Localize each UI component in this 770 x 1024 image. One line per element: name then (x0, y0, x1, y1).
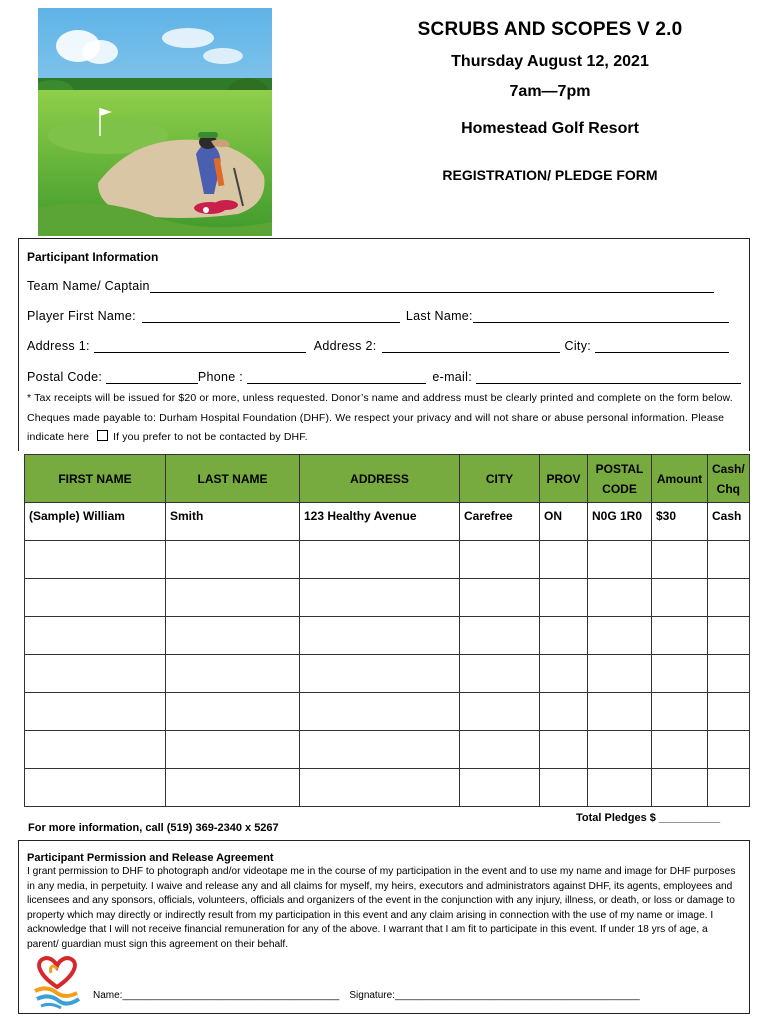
release-title: Participant Permission and Release Agreement (27, 852, 274, 864)
cell[interactable] (460, 693, 540, 731)
cell[interactable] (652, 541, 708, 579)
cell[interactable] (300, 541, 460, 579)
sample-postal-code: N0G 1R0 (588, 503, 652, 541)
cell[interactable] (652, 617, 708, 655)
city-label: City: (564, 339, 592, 353)
cell[interactable] (540, 693, 588, 731)
col-cash-line1: Cash/ (712, 461, 745, 476)
cell[interactable] (652, 731, 708, 769)
cell[interactable] (540, 769, 588, 807)
cell[interactable] (25, 693, 166, 731)
col-address: ADDRESS (300, 455, 460, 503)
player-name-row (27, 309, 741, 323)
table-header-row (25, 455, 750, 503)
cell[interactable] (25, 731, 166, 769)
signature-row (93, 990, 640, 1001)
tax-receipt-notice (27, 389, 741, 448)
foundation-logo (29, 953, 85, 1011)
table-row (25, 617, 750, 655)
total-pledges: Total Pledges $ __________ (576, 812, 721, 824)
cell[interactable] (300, 655, 460, 693)
col-prov: PROV (540, 455, 588, 503)
team-name-label: Team Name/ Captain (27, 279, 150, 293)
address1-field[interactable] (94, 340, 306, 353)
cell[interactable] (166, 541, 300, 579)
cell[interactable] (540, 731, 588, 769)
sample-city: Carefree (460, 503, 540, 541)
table-row (25, 769, 750, 807)
city-field[interactable] (595, 340, 729, 353)
cell[interactable] (708, 655, 750, 693)
address2-label: Address 2: (313, 339, 377, 353)
event-date: Thursday August 12, 2021 (451, 53, 649, 70)
team-name-row (27, 279, 741, 293)
cell[interactable] (300, 731, 460, 769)
last-name-field[interactable] (473, 310, 729, 323)
first-name-field[interactable] (142, 310, 400, 323)
cell[interactable] (166, 579, 300, 617)
col-cash-chq (708, 455, 750, 503)
cell[interactable] (652, 769, 708, 807)
first-name-label: Player First Name: (27, 309, 136, 323)
notice-text: * Tax receipts will be issued for $20 or more, unless requested. Donor’s name and address must be clearly printed and complete on the form below. Cheques made payable to: Durham Hospital Foundation (DHF). We respect your privacy and will not share or abuse personal information. Please indicate here (27, 392, 733, 443)
col-cash-line2: Chq (716, 481, 740, 496)
cell[interactable] (540, 579, 588, 617)
address1-label: Address 1: (27, 339, 90, 353)
cell[interactable] (708, 769, 750, 807)
cell[interactable] (300, 693, 460, 731)
sample-address: 123 Healthy Avenue (300, 503, 460, 541)
email-field[interactable] (476, 371, 741, 384)
cell[interactable] (540, 655, 588, 693)
release-body: I grant permission to DHF to photograph and/or videotape me in the course of my participation in the event and to use my name and image for DHF purposes in any media, in perpetuity. I waive and release any and all claims for myself, my heirs, executors and administrators against DHF, its agents, employees and licensees and any sponsors, officials, volunteers, officials and organizers of the event in the conjunction with any injury, illness, or death, or loss or damage to property which may directly or indirectly result from my participation in this event and any claim arising in connection with the use of my name or image. I acknowledge that I will not receive financial remuneration for any of the above. I warrant that I am fit to participate in this event. If under 18 yrs of age, a parent/ guardian must sign this agreement on their behalf. (27, 866, 736, 950)
col-amount: Amount (652, 455, 708, 503)
event-venue: Homestead Golf Resort (461, 120, 639, 137)
more-info: For more information, call (519) 369-2340 x 5267 (28, 822, 279, 834)
address-row (27, 339, 741, 353)
col-city: CITY (460, 455, 540, 503)
cell[interactable] (540, 617, 588, 655)
phone-field[interactable] (247, 371, 426, 384)
cell[interactable] (25, 769, 166, 807)
cell[interactable] (588, 541, 652, 579)
postal-code-label: Postal Code: (27, 370, 103, 384)
team-name-field[interactable] (150, 280, 714, 293)
table-row (25, 579, 750, 617)
sample-row (25, 503, 750, 541)
cell[interactable] (166, 769, 300, 807)
cell[interactable] (460, 541, 540, 579)
cell[interactable] (652, 579, 708, 617)
table-row (25, 655, 750, 693)
cell[interactable] (166, 731, 300, 769)
cell[interactable] (708, 731, 750, 769)
address2-field[interactable] (382, 340, 560, 353)
signature-field[interactable]: ____________________________________________ (394, 990, 640, 1001)
sample-first-name: (Sample) William (25, 503, 166, 541)
cell[interactable] (25, 579, 166, 617)
sample-amount: $30 (652, 503, 708, 541)
cell[interactable] (25, 617, 166, 655)
event-time: 7am—7pm (509, 83, 591, 100)
cell[interactable] (300, 579, 460, 617)
participant-info-title: Participant Information (27, 250, 159, 264)
cell[interactable] (588, 655, 652, 693)
cell[interactable] (460, 731, 540, 769)
event-title: SCRUBS AND SCOPES V 2.0 (417, 19, 683, 40)
no-contact-checkbox[interactable] (97, 430, 108, 441)
cell[interactable] (588, 731, 652, 769)
cell[interactable] (588, 579, 652, 617)
cell[interactable] (25, 541, 166, 579)
cell[interactable] (540, 541, 588, 579)
postal-code-field[interactable] (106, 371, 198, 384)
cell[interactable] (300, 769, 460, 807)
col-first-name: FIRST NAME (25, 455, 166, 503)
col-last-name: LAST NAME (166, 455, 300, 503)
form-name: REGISTRATION/ PLEDGE FORM (442, 167, 658, 183)
cell[interactable] (708, 617, 750, 655)
cell[interactable] (25, 655, 166, 693)
golf-illustration (38, 8, 272, 236)
cell[interactable] (652, 693, 708, 731)
cell[interactable] (588, 617, 652, 655)
cell[interactable] (166, 617, 300, 655)
cell[interactable] (460, 769, 540, 807)
sample-prov: ON (540, 503, 588, 541)
sample-payment: Cash (708, 503, 750, 541)
no-contact-label: If you prefer to not be contacted by DHF. (113, 431, 308, 443)
cell[interactable] (708, 579, 750, 617)
table-row (25, 731, 750, 769)
cell[interactable] (652, 655, 708, 693)
sample-last-name: Smith (166, 503, 300, 541)
cell[interactable] (166, 693, 300, 731)
col-postal-line1: POSTAL (595, 461, 644, 476)
name-label: Name: (93, 990, 123, 1001)
cell[interactable] (708, 693, 750, 731)
cell[interactable] (460, 579, 540, 617)
signature-label: Signature: (349, 990, 395, 1001)
email-label: e-mail: (432, 370, 472, 384)
cell[interactable] (708, 541, 750, 579)
cell[interactable] (300, 617, 460, 655)
table-row (25, 693, 750, 731)
cell[interactable] (460, 655, 540, 693)
cell[interactable] (588, 769, 652, 807)
last-name-label: Last Name: (405, 309, 473, 323)
col-postal-code (588, 455, 652, 503)
pledge-table (24, 454, 750, 807)
participant-info-section (18, 238, 750, 451)
cell[interactable] (460, 617, 540, 655)
name-field[interactable]: _______________________________________ (122, 990, 340, 1001)
col-postal-line2: CODE (602, 481, 637, 496)
cell[interactable] (166, 655, 300, 693)
phone-label: Phone : (197, 370, 244, 384)
cell[interactable] (588, 693, 652, 731)
release-agreement-section (18, 840, 750, 1014)
table-row (25, 541, 750, 579)
contact-row (27, 370, 741, 384)
